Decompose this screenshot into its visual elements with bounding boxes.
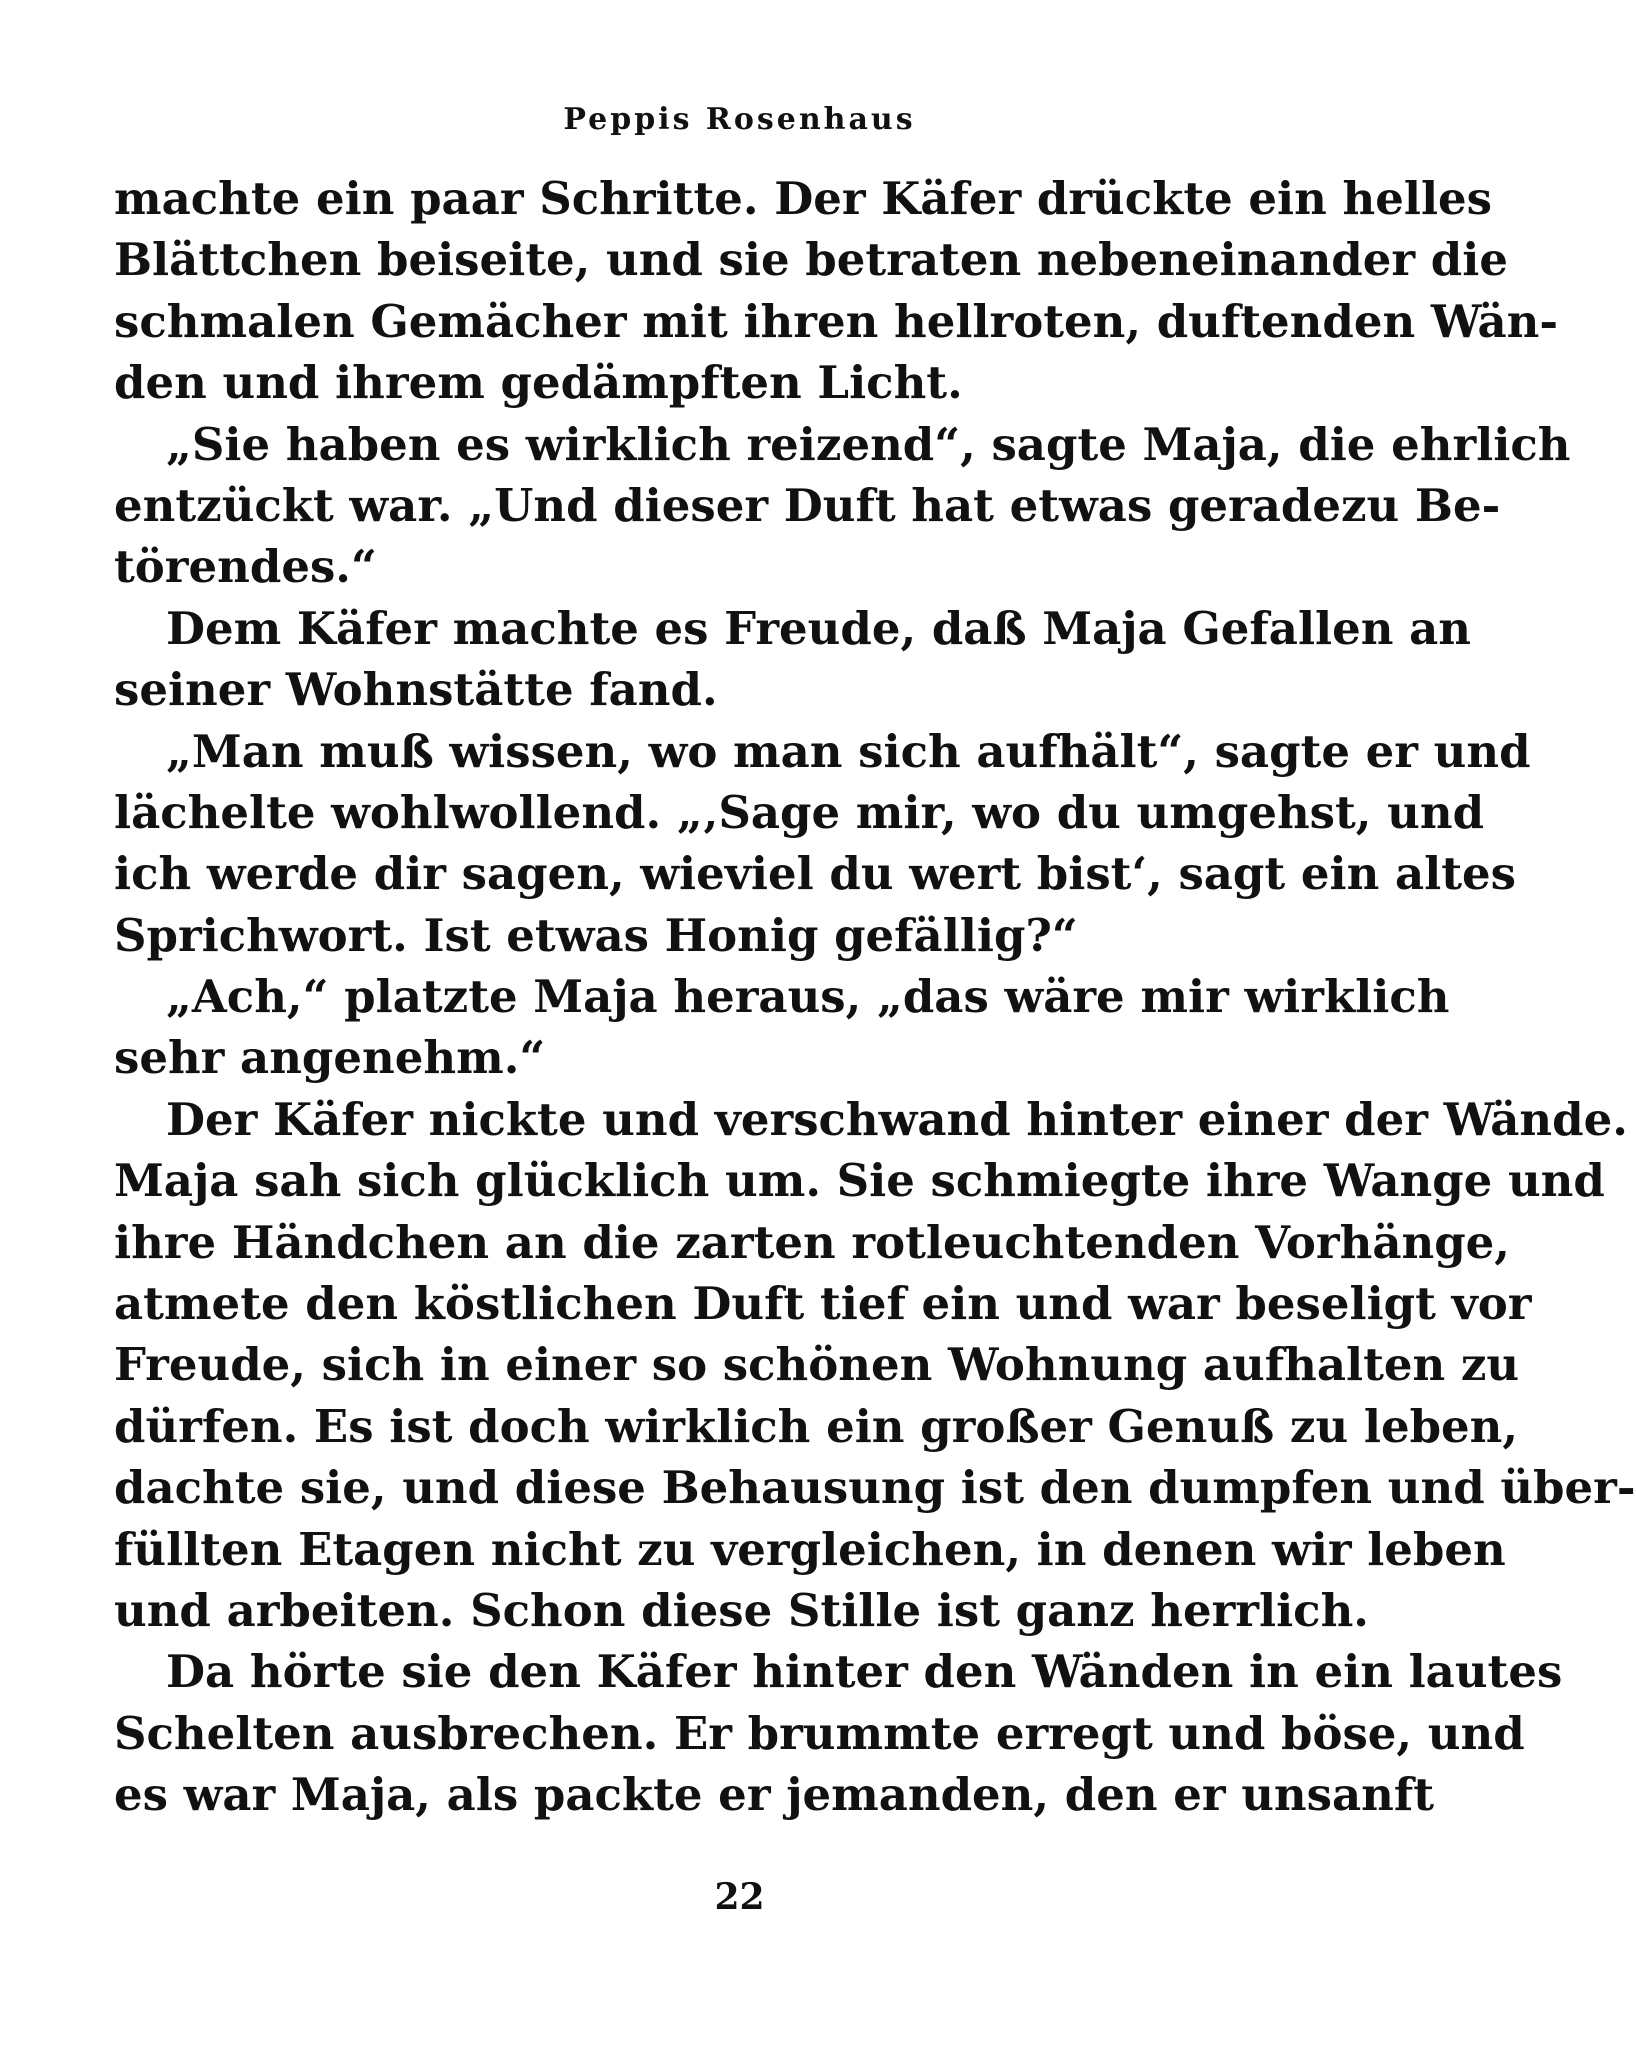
text-line: Schelten ausbrechen. Er brummte erregt und böse, und [114,1706,1525,1760]
text-line: „Ach,“ platzte Maja heraus, „das wäre mir wirklich [166,970,1450,1024]
text-line: Dem Käfer machte es Freude, daß Maja Gefallen an [166,601,1472,655]
text-line: dürfen. Es ist doch wirklich ein großer Genuß zu leben, [114,1399,1519,1453]
text-line: füllten Etagen nicht zu vergleichen, in denen wir leben [114,1522,1506,1576]
text-line: sehr angenehm.“ [114,1031,546,1085]
text-line: den und ihrem gedämpften Licht. [114,356,963,410]
text-line: „Man muß wissen, wo man sich aufhält“, sagte er und [166,724,1531,778]
text-line: entzückt war. „Und dieser Duft hat etwas geradezu Be- [114,478,1501,532]
text-line: Sprichwort. Ist etwas Honig gefällig?“ [114,908,1078,962]
text-line: Blättchen beiseite, und sie betraten nebeneinander die [114,233,1508,287]
text-line: machte ein paar Schritte. Der Käfer drückte ein helles [114,172,1493,225]
text-line: seiner Wohnstätte fand. [114,663,718,717]
text-line: törendes.“ [114,540,377,594]
text-line: Maja sah sich glücklich um. Sie schmiegte ihre Wange und [114,1154,1605,1208]
text-line: und arbeiten. Schon diese Stille ist ganz herrlich. [114,1583,1369,1637]
page-number: 22 [714,1876,765,1918]
text-line: schmalen Gemächer mit ihren hellroten, duftenden Wän- [114,294,1559,348]
text-line: es war Maja, als packte er jemanden, den er unsanft [114,1768,1435,1822]
text-line: Der Käfer nickte und verschwand hinter einer der Wände. [166,1092,1628,1146]
running-header: Peppis Rosenhaus [563,102,916,137]
page-body-text [114,168,1636,1826]
text-line: lächelte wohlwollend. „‚Sage mir, wo du umgehst, und [114,785,1485,839]
text-line: atmete den köstlichen Duft tief ein und war beseligt vor [114,1277,1532,1331]
text-line: Da hörte sie den Käfer hinter den Wänden in ein lautes [166,1645,1563,1699]
text-line: ihre Händchen an die zarten rotleuchtenden Vorhänge, [114,1215,1510,1269]
text-line: dachte sie, und diese Behausung ist den dumpfen und über- [114,1461,1636,1515]
text-line: „Sie haben es wirklich reizend“, sagte Maja, die ehrlich [166,417,1571,471]
text-line: ich werde dir sagen, wieviel du wert bist‘, sagt ein altes [114,847,1516,901]
text-line: Freude, sich in einer so schönen Wohnung aufhalten zu [114,1338,1520,1392]
